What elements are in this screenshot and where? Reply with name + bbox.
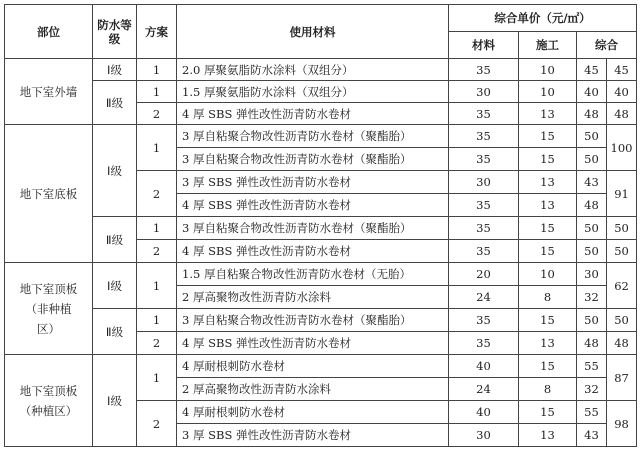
- plan-cell: 2: [137, 332, 177, 355]
- material-cell: 3 厚自粘聚合物改性沥青防水卷材（聚酯胎）: [177, 309, 449, 332]
- table-row: [5, 263, 637, 286]
- mat-cost-cell: 35: [449, 103, 519, 125]
- labor-cell: 13: [519, 424, 577, 447]
- part-line-1: 地下室顶板: [19, 281, 78, 296]
- labor-cell: 10: [519, 263, 577, 286]
- mat-cost-cell: 40: [449, 401, 519, 424]
- plan-cell: 2: [137, 240, 177, 263]
- labor-cell: 13: [519, 332, 577, 355]
- material-cell: 3 厚自粘聚合物改性沥青防水卷材（聚酯胎）: [177, 217, 449, 240]
- plan-cell: 1: [137, 263, 177, 309]
- part-line-3: 区）: [37, 321, 60, 336]
- combined-cell: 91: [607, 171, 637, 217]
- mat-cost-cell: 30: [449, 424, 519, 447]
- total-cell: 48: [577, 332, 607, 355]
- total-cell: 55: [577, 401, 607, 424]
- plan-cell: 1: [137, 81, 177, 103]
- mat-cost-cell: 30: [449, 171, 519, 194]
- mat-cost-cell: 35: [449, 125, 519, 148]
- grade-cell: Ⅰ级: [93, 125, 137, 217]
- header-plan: 方案: [137, 5, 177, 59]
- combined-cell: 50: [607, 240, 637, 263]
- header-total: 综合: [577, 32, 637, 59]
- labor-cell: 13: [519, 194, 577, 217]
- labor-cell: 8: [519, 378, 577, 401]
- table-row: [5, 217, 637, 240]
- plan-cell: 1: [137, 355, 177, 401]
- total-cell: 48: [577, 194, 607, 217]
- material-cell: 2 厚高聚物改性沥青防水涂料: [177, 286, 449, 309]
- labor-cell: 15: [519, 355, 577, 378]
- part-line-2: （非种植: [25, 301, 72, 316]
- mat-cost-cell: 20: [449, 263, 519, 286]
- material-cell: 1.5 厚聚氨脂防水涂料（双组分）: [177, 81, 449, 103]
- labor-cell: 15: [519, 240, 577, 263]
- material-cell: 4 厚 SBS 弹性改性沥青防水卷材: [177, 332, 449, 355]
- mat-cost-cell: 24: [449, 286, 519, 309]
- material-cell: 3 厚自粘聚合物改性沥青防水卷材（聚酯胎）: [177, 125, 449, 148]
- material-cell: 4 厚 SBS 弹性改性沥青防水卷材: [177, 194, 449, 217]
- total-cell: 50: [577, 217, 607, 240]
- mat-cost-cell: 35: [449, 332, 519, 355]
- grade-cell: Ⅰ级: [93, 355, 137, 447]
- table-row: [5, 355, 637, 378]
- grade-cell: Ⅰ级: [93, 59, 137, 81]
- combined-cell: 98: [607, 401, 637, 447]
- total-cell: 32: [577, 286, 607, 309]
- table-row: [5, 59, 637, 81]
- part-cell: [5, 263, 93, 355]
- header-material: 使用材料: [177, 5, 449, 59]
- total-cell: 50: [577, 125, 607, 148]
- labor-cell: 13: [519, 103, 577, 125]
- plan-cell: 2: [137, 401, 177, 447]
- total-cell: 43: [577, 171, 607, 194]
- labor-cell: 15: [519, 148, 577, 171]
- total-cell: 32: [577, 378, 607, 401]
- mat-cost-cell: 35: [449, 309, 519, 332]
- combined-cell: 87: [607, 355, 637, 401]
- total-cell: 43: [577, 424, 607, 447]
- part-cell: [5, 355, 93, 447]
- grade-cell: Ⅱ级: [93, 217, 137, 263]
- labor-cell: 15: [519, 217, 577, 240]
- part-line-2: （种植区）: [19, 403, 78, 418]
- part-line-1: 地下室顶板: [19, 383, 78, 398]
- total-cell: 45: [577, 59, 607, 81]
- header-mat-cost: 材料: [449, 32, 519, 59]
- header-unit-price: 综合单价（元/㎡）: [449, 5, 637, 32]
- grade-cell: Ⅰ级: [93, 263, 137, 309]
- total-cell: 40: [577, 81, 607, 103]
- material-cell: 3 厚 SBS 弹性改性沥青防水卷材: [177, 171, 449, 194]
- combined-cell: 45: [607, 59, 637, 81]
- part-cell: 地下室底板: [5, 125, 93, 263]
- material-cell: 4 厚 SBS 弹性改性沥青防水卷材: [177, 240, 449, 263]
- table-row: [5, 125, 637, 148]
- combined-cell: 50: [607, 217, 637, 240]
- total-cell: 48: [577, 103, 607, 125]
- total-cell: 50: [577, 148, 607, 171]
- header-grade: 防水等级: [93, 5, 137, 59]
- plan-cell: 2: [137, 171, 177, 217]
- plan-cell: 2: [137, 103, 177, 125]
- mat-cost-cell: 35: [449, 217, 519, 240]
- mat-cost-cell: 35: [449, 59, 519, 81]
- mat-cost-cell: 24: [449, 378, 519, 401]
- material-cell: 2 厚高聚物改性沥青防水涂料: [177, 378, 449, 401]
- total-cell: 30: [577, 263, 607, 286]
- mat-cost-cell: 40: [449, 355, 519, 378]
- labor-cell: 15: [519, 401, 577, 424]
- table-row: [5, 309, 637, 332]
- labor-cell: 8: [519, 286, 577, 309]
- material-cell: 4 厚 SBS 弹性改性沥青防水卷材: [177, 103, 449, 125]
- header-part: 部位: [5, 5, 93, 59]
- mat-cost-cell: 35: [449, 194, 519, 217]
- combined-cell: 40: [607, 81, 637, 103]
- material-cell: 3 厚自粘聚合物改性沥青防水卷材（聚酯胎）: [177, 148, 449, 171]
- combined-cell: 48: [607, 103, 637, 125]
- combined-cell: 62: [607, 263, 637, 309]
- labor-cell: 10: [519, 59, 577, 81]
- labor-cell: 13: [519, 171, 577, 194]
- combined-cell: 50: [607, 309, 637, 332]
- total-cell: 55: [577, 355, 607, 378]
- combined-cell: 100: [607, 125, 637, 171]
- mat-cost-cell: 35: [449, 240, 519, 263]
- total-cell: 50: [577, 240, 607, 263]
- mat-cost-cell: 30: [449, 81, 519, 103]
- plan-cell: 1: [137, 59, 177, 81]
- material-cell: 1.5 厚自粘聚合物改性沥青防水卷材（无胎）: [177, 263, 449, 286]
- material-cell: 4 厚耐根刺防水卷材: [177, 401, 449, 424]
- total-cell: 50: [577, 309, 607, 332]
- waterproofing-price-table: [4, 4, 637, 447]
- plan-cell: 1: [137, 309, 177, 332]
- table-row: [5, 81, 637, 103]
- combined-cell: 48: [607, 332, 637, 355]
- labor-cell: 10: [519, 81, 577, 103]
- material-cell: 3 厚 SBS 弹性改性沥青防水卷材: [177, 424, 449, 447]
- grade-cell: Ⅱ级: [93, 81, 137, 125]
- mat-cost-cell: 35: [449, 148, 519, 171]
- header-labor: 施工: [519, 32, 577, 59]
- plan-cell: 1: [137, 125, 177, 171]
- material-cell: 2.0 厚聚氨脂防水涂料（双组分）: [177, 59, 449, 81]
- grade-cell: Ⅱ级: [93, 309, 137, 355]
- plan-cell: 1: [137, 217, 177, 240]
- labor-cell: 15: [519, 309, 577, 332]
- labor-cell: 15: [519, 125, 577, 148]
- material-cell: 4 厚耐根刺防水卷材: [177, 355, 449, 378]
- part-cell: 地下室外墙: [5, 59, 93, 125]
